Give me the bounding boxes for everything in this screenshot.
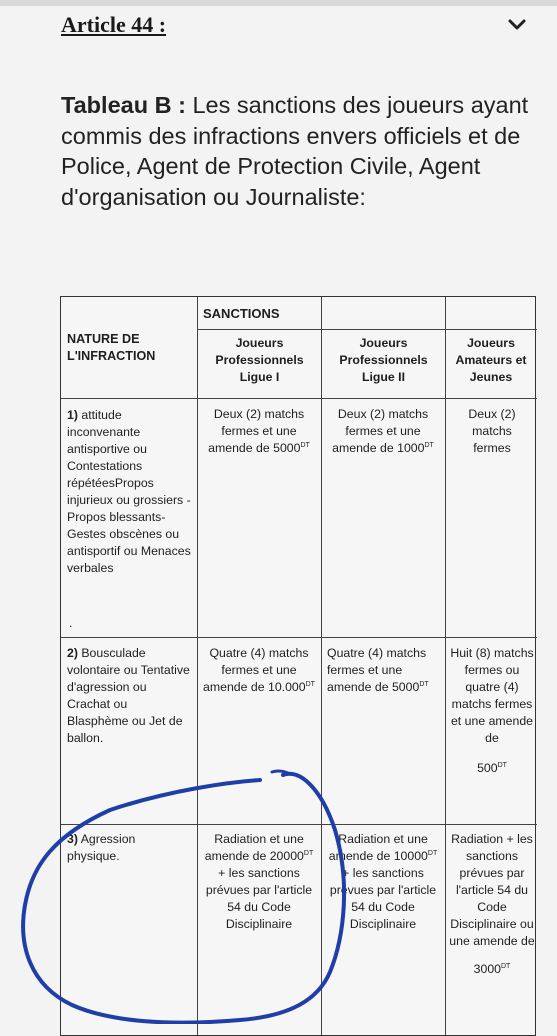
stray-mark: . <box>69 616 73 630</box>
currency-unit: DT <box>300 442 310 449</box>
sanctions-header: SANCTIONS <box>203 306 280 321</box>
grid-line <box>61 637 537 638</box>
row-number: 1) <box>67 408 78 422</box>
grid-line <box>61 824 537 825</box>
currency-unit: DT <box>419 681 429 688</box>
infraction-3 <box>67 831 191 865</box>
grid-line <box>445 297 446 1035</box>
sanction-3-amateurs <box>449 831 535 978</box>
sanction-1-ligue-1 <box>200 406 318 457</box>
currency-unit: DT <box>501 963 511 970</box>
top-strip <box>0 0 557 6</box>
heading-label: Tableau B : <box>61 92 186 118</box>
infraction-text: Bousculade volontaire ou Tentative d'agression ou Crachat ou Blasphème ou Jet de ballon. <box>67 646 190 745</box>
sanction-1-amateurs: Deux (2) matchs fermes <box>468 407 516 455</box>
column-header-ligue-2: Joueurs Professionnels Ligue II <box>339 336 428 384</box>
chevron-down-icon[interactable] <box>506 16 528 34</box>
sanction-text: Huit (8) matchs fermes ou quatre (4) matchs fermes et une amende de <box>450 646 534 745</box>
sanction-text: Quatre (4) matchs fermes et une amende de 10.000 <box>203 646 309 694</box>
sanction-text: Deux (2) matchs fermes et une amende de 1000 <box>332 407 429 455</box>
currency-unit: DT <box>497 762 507 769</box>
currency-unit: DT <box>427 850 438 857</box>
grid-line <box>197 297 198 1035</box>
sanction-1-ligue-2 <box>324 406 442 457</box>
sanction-2-amateurs <box>449 645 535 777</box>
currency-unit: DT <box>424 442 434 449</box>
sanction-text: Deux (2) matchs fermes et une amende de 5000 <box>208 407 305 455</box>
currency-unit: DT <box>303 850 314 857</box>
amount-value: 500 <box>477 761 498 775</box>
infraction-2 <box>67 645 191 747</box>
table-heading <box>61 90 541 212</box>
sanction-text: Quatre (4) matchs fermes et une amende de 5000 <box>327 646 427 694</box>
sanction-3-ligue-1 <box>200 831 318 933</box>
sanction-text: Radiation + les sanctions prévues par l'article 54 du Code Disciplinaire ou une amende de <box>449 832 535 948</box>
column-header-ligue-1: Joueurs Professionnels Ligue I <box>215 336 304 384</box>
row-number: 3) <box>67 832 78 846</box>
infraction-1 <box>67 407 191 577</box>
heading-text: Les sanctions des joueurs ayant commis des infractions envers officiels et de Police, Agent de Protection Civile, Agent d'organisation ou Journaliste: <box>61 92 529 210</box>
currency-unit: DT <box>305 681 315 688</box>
sanction-text: + les sanctions prévues par l'article 54 du Code Disciplinaire <box>205 866 313 931</box>
sanction-text: Radiation et une amende de 10000 <box>328 832 428 863</box>
grid-line <box>197 329 537 330</box>
row-number: 2) <box>67 646 78 660</box>
sanctions-table <box>60 296 536 1036</box>
column-header-amateurs: Joueurs Amateurs et Jeunes <box>455 336 527 384</box>
sanction-2-ligue-1 <box>200 645 318 696</box>
infraction-text: Agression physique. <box>67 832 136 863</box>
grid-line <box>61 398 537 399</box>
sanction-text: + les sanctions prévues par l'article 54 du Code Disciplinaire <box>329 866 437 931</box>
infraction-text: attitude inconvenante antisportive ou Contestations répétéesPropos injurieux ou grossiers - Propos blessants- Gestes obscènes ou antisportif ou Menaces verbales <box>67 408 191 575</box>
nature-header: NATURE DE L'INFRACTION <box>67 332 156 363</box>
sanction-text: Radiation et une amende de 20000 <box>204 832 304 863</box>
article-title: Article 44 : <box>61 12 167 37</box>
sanction-2-ligue-2 <box>327 645 439 696</box>
amount-value: 3000 <box>473 962 501 976</box>
sanction-3-ligue-2 <box>324 831 442 933</box>
grid-line <box>321 297 322 1035</box>
